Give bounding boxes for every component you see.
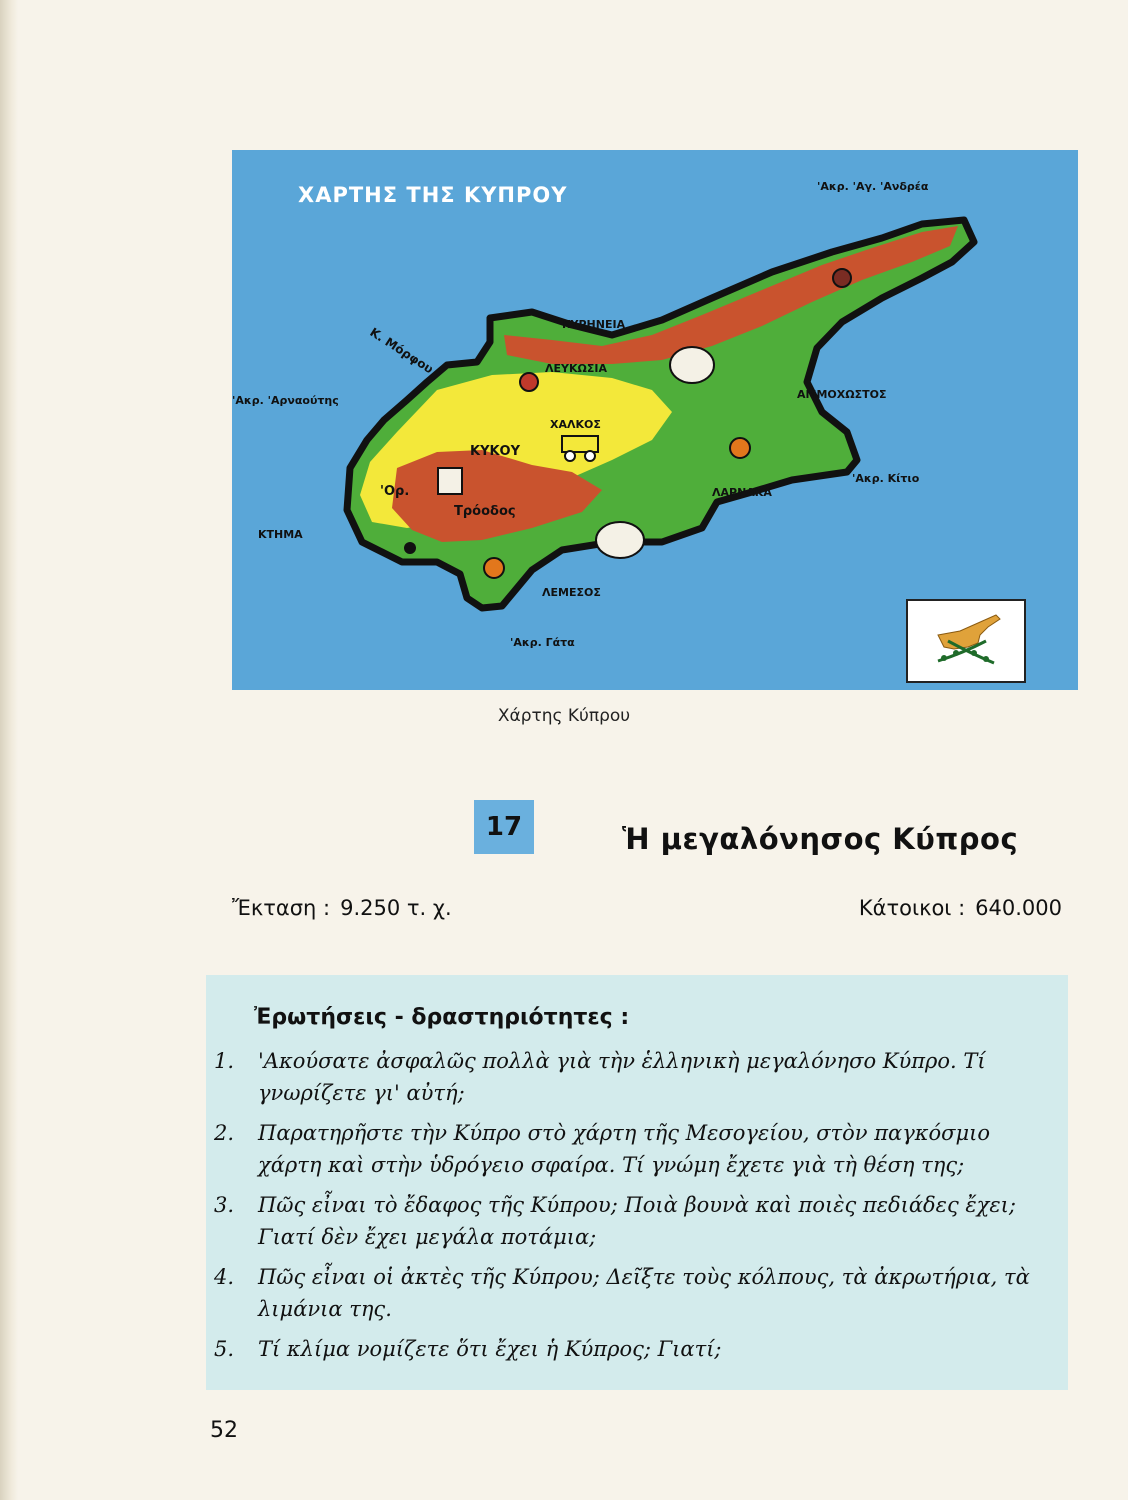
map-caption: Χάρτης Κύπρου (497, 706, 631, 726)
area-fact (232, 896, 452, 920)
label-chalkos: ΧΑΛΚΟΣ (550, 418, 601, 431)
question-number: 1. (214, 1049, 235, 1073)
question-text: Πῶς εἶναι τὸ ἔδαφος τῆς Κύπρου; Ποιὰ βουνὰ καὶ ποιὲς πεδιάδες ἔχει; Γιατί δὲν ἔχει μεγάλα ποτάμια; (258, 1193, 1016, 1249)
label-famagusta: ΑΜΜΟΧΩΣΤΟΣ (797, 388, 887, 401)
label-cape-andreas: 'Ακρ. 'Αγ. 'Ανδρέα (817, 180, 929, 193)
label-kykkou: ΚΥΚΟΥ (470, 444, 521, 459)
area-label: Ἔκταση : (232, 896, 331, 920)
questions-box (206, 975, 1068, 1390)
questions-list (214, 1045, 1054, 1373)
questions-heading: Ἐρωτήσεις - δραστηριότητες : (254, 1005, 630, 1030)
question-text: Πῶς εἶναι οἱ ἀκτὲς τῆς Κύπρου; Δεῖξτε τοὺς κόλπους, τὰ ἀκρωτήρια, τὰ λιμάνια της. (258, 1265, 1030, 1321)
question-item (214, 1045, 1054, 1109)
page-number: 52 (210, 1418, 238, 1443)
question-item (214, 1333, 1054, 1365)
lesson-title: Ἡ μεγαλόνησος Κύπρος (622, 822, 1019, 856)
label-ktima: ΚΤΗΜΑ (258, 528, 303, 541)
question-number: 3. (214, 1193, 235, 1217)
label-limassol: ΛΕΜΕΣΟΣ (542, 586, 601, 599)
population-fact (859, 896, 1062, 920)
question-text: Τί κλίμα νομίζετε ὅτι ἔχει ἡ Κύπρος; Γιατί; (258, 1337, 722, 1361)
label-cape-kitio: 'Ακρ. Κίτιο (852, 472, 920, 485)
question-number: 4. (214, 1265, 235, 1289)
question-item (214, 1261, 1054, 1325)
map-title: ΧΑΡΤΗΣ ΤΗΣ ΚΥΠΡΟΥ (298, 183, 568, 207)
question-text: 'Ακούσατε ἀσφαλῶς πολλὰ γιὰ τὴν ἑλληνικὴ μεγαλόνησο Κύπρο. Τί γνωρίζετε γι' αὐτή; (258, 1049, 986, 1105)
label-nicosia: ΛΕΥΚΩΣΙΑ (545, 362, 607, 375)
label-kyrenia: ΚΥΡΗΝΕΙΑ (562, 318, 626, 331)
label-cape-arnaoutis: 'Ακρ. 'Αρναούτης (232, 394, 339, 407)
question-text: Παρατηρῆστε τὴν Κύπρο στὸ χάρτη τῆς Μεσογείου, στὸν παγκόσμιο χάρτη καὶ στὴν ὑδρόγειο σφαίρα. Τί γνώμη ἔχετε γιὰ τὴ θέση της; (258, 1121, 991, 1177)
question-number: 5. (214, 1337, 235, 1361)
label-morphou: Κ. Μόρφου (367, 325, 436, 377)
label-cape-gata: 'Ακρ. Γάτα (510, 636, 575, 649)
page-edge (0, 0, 18, 1500)
cyprus-map (232, 150, 1078, 690)
population-value: 640.000 (975, 896, 1062, 920)
cyprus-flag (906, 599, 1026, 683)
question-number: 2. (214, 1121, 235, 1145)
label-troodos: Τρόοδος (454, 504, 516, 519)
label-oros: 'Ορ. (380, 484, 410, 499)
lesson-number: 17 (474, 800, 534, 854)
question-item (214, 1117, 1054, 1181)
question-item (214, 1189, 1054, 1253)
population-label: Κάτοικοι : (858, 896, 966, 920)
label-larnaca: ΛΑΡΝΑΚΑ (712, 486, 772, 499)
area-value: 9.250 τ. χ. (340, 896, 452, 920)
